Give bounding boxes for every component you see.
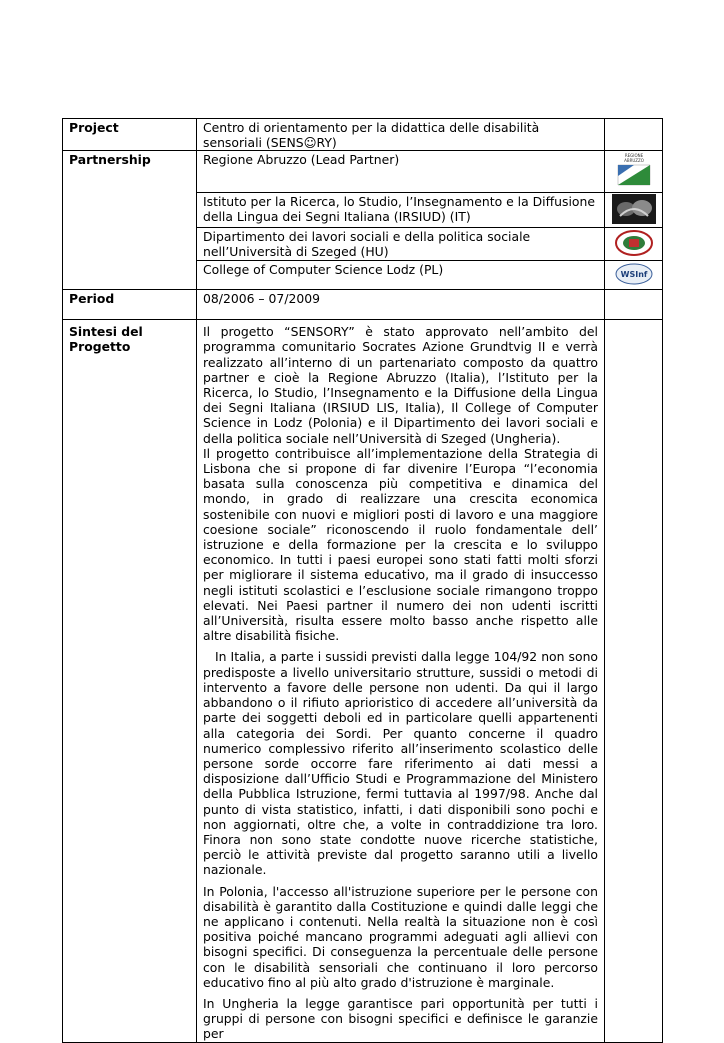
- row-partnership-1: [63, 151, 663, 192]
- partner-szeged: Dipartimento dei lavori sociali e della politica sociale nell’Università di Szeged (HU): [197, 227, 605, 260]
- project-table: [62, 118, 663, 1043]
- sintesi-paragraph: In Polonia, l'accesso all'istruzione superiore per le persone con disabilità è garantito dalla Costituzione e quindi dalle leggi che ne applicano i contenuti. Nella realtà la situazione non è così positiva poiché mancano programmi adeguati agli allievi con bisogni specifici. Di conseguenza la percentuale delle persone con le disabilità sensoriali che continuano il loro percorso educativo fino al più alto grado d'istruzione è marginale.: [203, 883, 598, 990]
- wsinf-logo-cell: [605, 261, 663, 290]
- irsiud-logo: [612, 194, 656, 224]
- period-value: 08/2006 – 07/2009: [197, 290, 605, 320]
- sintesi-paragraph: In Ungheria la legge garantisce pari opportunità per tutti i gruppi di persone con bisogni specifici e definisce le garanzie per: [203, 995, 598, 1042]
- logo-text-abruzzo: ABRUZZO: [623, 158, 644, 164]
- sintesi-body: [197, 320, 605, 1042]
- partner-lodz: College of Computer Science Lodz (PL): [197, 261, 605, 290]
- regione-abruzzo-logo: [614, 152, 654, 188]
- logo-text-wsinf: WSInf: [620, 270, 647, 280]
- row-project: [63, 119, 663, 151]
- sintesi-paragraph: In Italia, a parte i sussidi previsti dalla legge 104/92 non sono predisposte a livello universitario strutture, sussidi o metodi di intervento a favore delle persone non udenti. Da qui il largo abbandono o il rifiuto aprioristico di accedere all’università da parte dei soggetti deboli ed in particolare quelli appartenenti alla categoria dei Sordi. Per quanto concerne il quadro numerico complessivo riferito all’inserimento scolastico delle persone sorde occorre fare riferimento ai dati messi a disposizione dall’Ufficio Studi e Programmazione del Ministero della Pubblica Istruzione, fermi tuttavia al 1997/98. Anche dal punto di vista statistico, infatti, i dati disponibili sono pochi e non aggiornati, oltre che, a volte in contraddizione tra loro. Finora non sono state condotte nuove ricerche statistiche, perciò le attività previste dal progetto saranno utili a livello nazionale.: [203, 649, 598, 878]
- irsiud-logo-cell: [605, 192, 663, 227]
- sintesi-label: Sintesi del Progetto: [63, 320, 197, 1042]
- szeged-logo-cell: [605, 227, 663, 260]
- period-empty-cell: [605, 290, 663, 320]
- regione-abruzzo-logo-cell: [605, 151, 663, 192]
- sintesi-empty-cell: [605, 320, 663, 1042]
- partner-regione-abruzzo: Regione Abruzzo (Lead Partner): [197, 151, 605, 192]
- period-label: Period: [63, 290, 197, 320]
- project-empty-cell: [605, 119, 663, 151]
- szeged-logo: [614, 229, 654, 257]
- project-label: Project: [63, 119, 197, 151]
- sintesi-paragraph: Il progetto “SENSORY” è stato approvato nell’ambito del programma comunitario Socrates Azione Grundtvig II e verrà realizzato all’interno di un partenariato composto da quattro partner e cioè la Regione Abruzzo (Italia), l’Istituto per la Ricerca, lo Studio, l’Insegnamento e la Diffusione della Lingua dei Segni Italiana (IRSIUD LIS, Italia), Il College of Computer Science in Lodz (Polonia) e il Dipartimento dei lavori sociali e della politica sociale nell’Università di Szeged (Ungheria).: [203, 324, 598, 446]
- row-period: [63, 290, 663, 320]
- row-sintesi: [63, 320, 663, 1042]
- logo-text-regione: REGIONE: [624, 153, 643, 159]
- partnership-label: Partnership: [63, 151, 197, 290]
- project-value: Centro di orientamento per la didattica delle disabilità sensoriali (SENS☺RY): [197, 119, 605, 151]
- partner-irsiud: Istituto per la Ricerca, lo Studio, l’Insegnamento e la Diffusione della Lingua dei Segni Italiana (IRSIUD) (IT): [197, 192, 605, 227]
- sintesi-paragraph: Il progetto contribuisce all’implementazione della Strategia di Lisbona che si propone di far divenire l’Europa “l’economia basata sulla conoscenza più competitiva e dinamica del mondo, in grado di realizzare una crescita economica sostenibile con nuovi e migliori posti di lavoro e una maggiore coesione sociale” riconoscendo il ruolo fondamentale dell’ istruzione e della formazione per la crescita e lo sviluppo economico. In tutti i paesi europei sono stati fatti molti sforzi per migliorare il sistema educativo, ma il grado di insuccesso negli istituti scolastici e l’esclusione sociale rimangono troppo elevati. Nei Paesi partner il numero dei non udenti iscritti all’Università, risulta essere molto basso anche rispetto alle altre disabilità fisiche.: [203, 445, 598, 644]
- wsinf-logo: [614, 262, 654, 286]
